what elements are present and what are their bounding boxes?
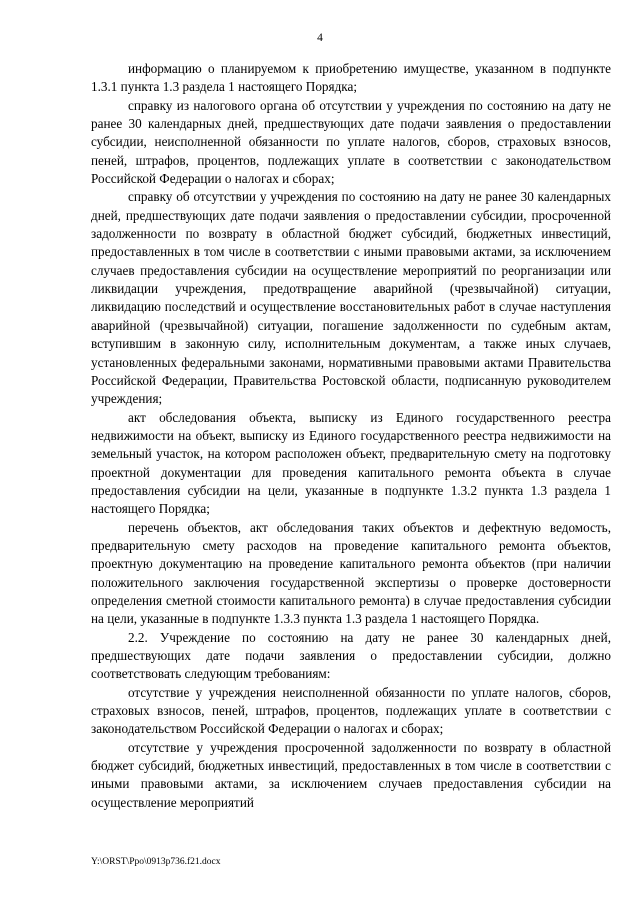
paragraph-section-2-2: 2.2. Учреждение по состоянию на дату не ранее 30 календарных дней, предшествующих дате подачи заявления о предоставлении субсидии, должно соответствовать следующим требованиям: <box>91 629 611 682</box>
footer-file-path: Y:\ORST\Ppo\0913p736.f21.docx <box>91 857 221 867</box>
paragraph-inspection-act: акт обследования объекта, выписку из Единого государственного реестра недвижимости на объект, выписку из Единого государственного реестра недвижимости на земельный участок, на котором расположен объект, предварительную смету на подготовку проектной документации для проведения капитального ремонта объекта в случае предоставления субсидии на цели, указанные в подпункте 1.3.2 пункта 1.3 раздела 1 настоящего Порядка; <box>91 409 611 517</box>
page-number: 4 <box>317 32 323 44</box>
paragraph-no-overdue-debt: отсутствие у учреждения просроченной задолженности по возврату в областной бюджет субсидий, бюджетных инвестиций, предоставленных в том числе в соответствии с иными правовыми актами, за исключением случаев предоставления субсидии на осуществление мероприятий <box>91 739 611 810</box>
document-body <box>91 60 611 812</box>
paragraph-objects-list: перечень объектов, акт обследования таких объектов и дефектную ведомость, предварительную смету расходов на проведение капитального ремонта объектов, проектную документацию на проведение капитального ремонта объектов (при наличии положительного заключения государственной экспертизы о проверке достоверности определения сметной стоимости капитального ремонта) в случае предоставления субсидии на цели, указанные в подпункте 1.3.3 пункта 1.3 раздела 1 настоящего Порядка. <box>91 519 611 627</box>
paragraph-tax-certificate: справку из налогового органа об отсутствии у учреждения по состоянию на дату не ранее 30 календарных дней, предшествующих дате подачи заявления о предоставлении субсидии, неисполненной обязанности по уплате налогов, сборов, страховых взносов, пеней, штрафов, процентов, подлежащих уплате в соответствии с законодательством Российской Федерации о налогах и сборах; <box>91 97 611 187</box>
paragraph-debt-certificate: справку об отсутствии у учреждения по состоянию на дату не ранее 30 календарных дней, предшествующих дате подачи заявления о предоставлении субсидии, просроченной задолженности по возврату в областной бюджет субсидий, бюджетных инвестиций, предоставленных в том числе в соответствии с иными правовыми актами, за исключением случаев предоставления субсидии на осуществление мероприятий по реорганизации или ликвидации учреждения, предотвращение аварийной (чрезвычайной) ситуации, ликвидацию последствий и осуществление восстановительных работ в случае наступления аварийной (чрезвычайной) ситуации, погашение задолженности по судебным актам, вступившим в законную силу, исполнительным документам, а также иных случаев, установленных федеральными законами, нормативными правовыми актами Правительства Российской Федерации, Правительства Ростовской области, подписанную руководителем учреждения; <box>91 189 611 407</box>
paragraph-no-tax-obligation: отсутствие у учреждения неисполненной обязанности по уплате налогов, сборов, страховых взносов, пеней, штрафов, процентов, подлежащих уплате в соответствии с законодательством Российской Федерации о налогах и сборах; <box>91 684 611 737</box>
paragraph-property-info: информацию о планируемом к приобретению имуществе, указанном в подпункте 1.3.1 пункта 1.3 раздела 1 настоящего Порядка; <box>91 61 611 95</box>
